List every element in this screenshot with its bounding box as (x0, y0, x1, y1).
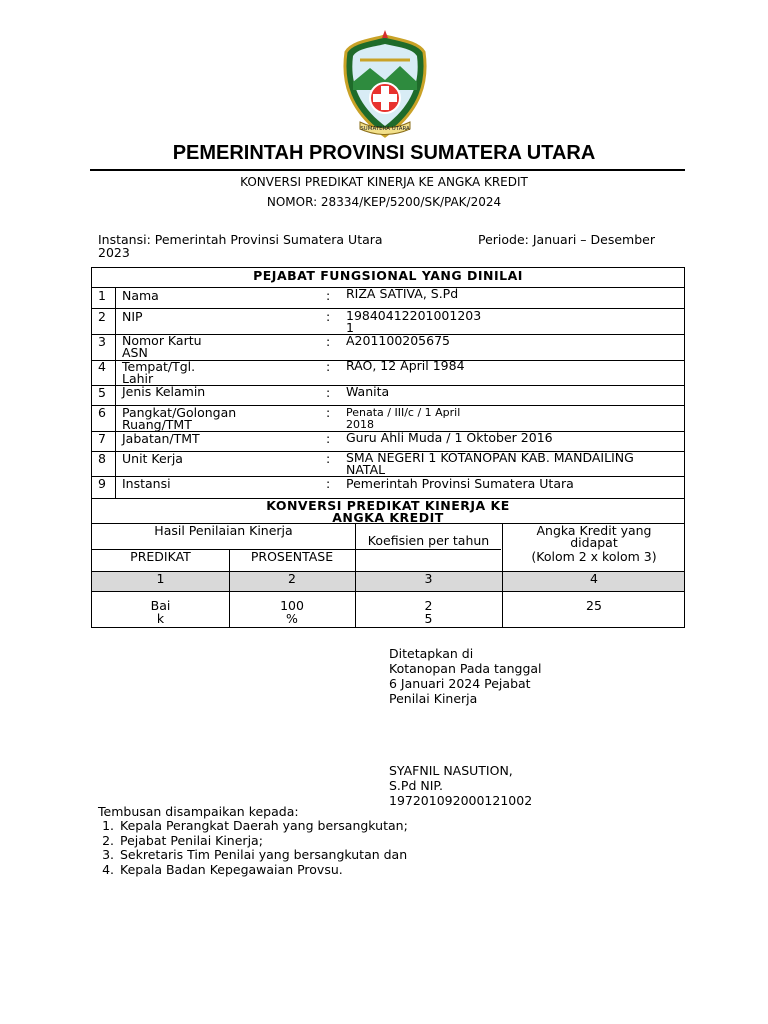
field-value-pangkat-cont: 2018 (346, 418, 374, 431)
field-separator: : (326, 385, 331, 400)
conversion-section-header-cont: ANGKA KREDIT (332, 510, 444, 525)
page-title: PEMERINTAH PROVINSI SUMATERA UTARA (172, 142, 596, 164)
field-label-unit-kerja: Unit Kerja (122, 451, 183, 466)
field-value-instansi: Pemerintah Provinsi Sumatera Utara (346, 476, 574, 491)
province-emblem-logo (340, 30, 430, 142)
row-number: 5 (98, 385, 106, 400)
prosentase-value: 100 (280, 598, 304, 613)
cc-item: 2. Pejabat Penilai Kinerja; (118, 834, 408, 849)
field-label-pangkat-cont: Ruang/TMT (122, 417, 192, 432)
field-label-pangkat: Pangkat/Golongan (122, 405, 237, 420)
column-number-1: 1 (156, 571, 165, 586)
field-value-unit-kerja-cont: NATAL (346, 462, 386, 477)
field-value-nip: 19840412201001203 (346, 308, 482, 323)
column-number-2: 2 (288, 571, 296, 586)
svg-text:SUMATERA UTARA: SUMATERA UTARA (360, 126, 410, 132)
signatory-block (389, 763, 532, 808)
row-number: 3 (98, 334, 106, 349)
field-value-ttl: RAO, 12 April 1984 (346, 358, 465, 373)
row-number: 2 (98, 309, 106, 324)
document-number: NOMOR: 28334/KEP/5200/SK/PAK/2024 (266, 195, 502, 209)
document-subtitle: KONVERSI PREDIKAT KINERJA KE ANGKA KREDIT (240, 175, 528, 189)
row-number: 9 (98, 476, 106, 491)
assessment-table (91, 267, 685, 628)
cc-title: Tembusan disampaikan kepada: (98, 804, 299, 819)
predikat-value-cont: k (156, 611, 165, 626)
column-number-3: 3 (424, 571, 433, 586)
field-label-kartu-asn-cont: ASN (122, 345, 148, 360)
field-separator: : (326, 451, 331, 466)
cc-block (98, 804, 408, 877)
field-value-nip-cont: 1 (346, 320, 354, 335)
signatory-name-cont: S.Pd NIP. (389, 778, 443, 793)
field-label-jenis-kelamin: Jenis Kelamin (122, 384, 206, 399)
signature-line: Kotanopan Pada tanggal (389, 661, 542, 676)
cc-item: 4. Kepala Badan Kepegawaian Provsu. (118, 863, 408, 878)
field-separator: : (326, 359, 331, 374)
field-separator: : (326, 405, 331, 420)
signature-line: Penilai Kinerja (389, 691, 478, 706)
predikat-value: Bai (150, 598, 171, 613)
prosentase-value-cont: % (286, 611, 298, 626)
angka-kredit-value: 25 (586, 598, 602, 613)
field-label-nama: Nama (122, 288, 159, 303)
row-number: 4 (98, 359, 106, 374)
conversion-section-header: KONVERSI PREDIKAT KINERJA KE (266, 498, 510, 513)
column-number-4: 4 (590, 571, 598, 586)
field-value-jenis-kelamin: Wanita (346, 384, 390, 399)
field-label-jabatan: Jabatan/TMT (122, 431, 200, 446)
koefisien-header: Koefisien per tahun (367, 533, 490, 548)
official-section-header: PEJABAT FUNGSIONAL YANG DINILAI (253, 268, 523, 283)
field-value-nama: RIZA SATIVA, S.Pd (346, 286, 459, 301)
field-separator: : (326, 431, 331, 446)
field-value-jabatan: Guru Ahli Muda / 1 Oktober 2016 (346, 430, 553, 445)
row-number: 6 (98, 405, 106, 420)
hasil-penilaian-header: Hasil Penilaian Kinerja (154, 523, 293, 538)
prosentase-header: PROSENTASE (250, 549, 334, 564)
instansi-label: Instansi: Pemerintah Provinsi Sumatera Utara (98, 232, 383, 247)
field-label-instansi: Instansi (122, 476, 171, 491)
title-rule (90, 169, 685, 171)
angka-kredit-header-cont: didapat (570, 535, 618, 550)
field-separator: : (326, 309, 331, 324)
signature-line: 6 Januari 2024 Pejabat (389, 676, 531, 691)
signatory-nip: 197201092000121002 (389, 793, 533, 808)
field-separator: : (326, 476, 331, 491)
angka-kredit-header: Angka Kredit yang (536, 523, 652, 538)
signature-line: Ditetapkan di (389, 646, 474, 661)
cc-list (98, 819, 408, 877)
field-label-nip: NIP (122, 309, 143, 324)
cc-item: 1. Kepala Perangkat Daerah yang bersangkutan; (118, 819, 408, 834)
field-separator: : (326, 334, 331, 349)
row-number: 1 (98, 288, 106, 303)
field-separator: : (326, 288, 331, 303)
row-number: 7 (98, 431, 106, 446)
koefisien-value-cont: 5 (424, 611, 433, 626)
predikat-header: PREDIKAT (130, 549, 191, 564)
kolom-formula-header: (Kolom 2 x kolom 3) (531, 549, 657, 564)
periode-year: 2023 (98, 245, 130, 260)
cc-item: 3. Sekretaris Tim Penilai yang bersangkutan dan (118, 848, 408, 863)
field-value-pangkat: Penata / III/c / 1 April (346, 406, 461, 419)
field-value-unit-kerja: SMA NEGERI 1 KOTANOPAN KAB. MANDAILING (346, 450, 634, 465)
signatory-name: SYAFNIL NASUTION, (389, 763, 513, 778)
field-label-ttl-cont: Lahir (122, 371, 154, 386)
koefisien-value: 2 (424, 598, 433, 613)
field-label-kartu-asn: Nomor Kartu (122, 333, 202, 348)
field-label-ttl: Tempat/Tgl. (122, 359, 196, 374)
periode-label: Periode: Januari – Desember (478, 232, 655, 247)
signature-block (389, 646, 542, 706)
field-value-kartu-asn: A201100205675 (346, 333, 450, 348)
row-number: 8 (98, 451, 106, 466)
